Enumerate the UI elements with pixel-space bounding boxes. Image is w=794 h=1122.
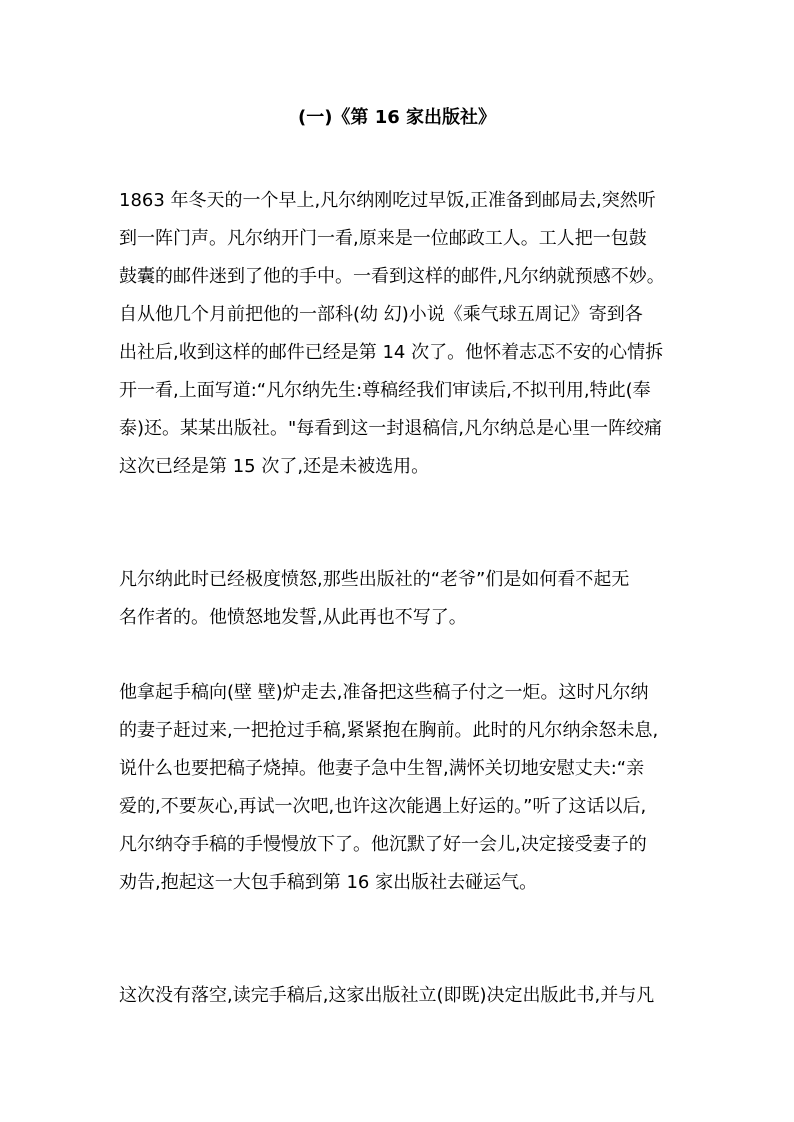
paragraph-line: 出社后,收到这样的邮件已经是第 14 次了。他怀着志忑不安的心情拆 [119, 342, 664, 363]
paragraph-2 [119, 561, 679, 637]
paragraph-line: 1863 年冬天的一个早上,凡尔纳刚吃过早饭,正准备到邮局去,突然听 [119, 190, 656, 211]
paragraph-line: 爱的,不要灰心,再试一次吧,也许这次能遇上好运的。”听了这话以后, [119, 796, 647, 817]
paragraph-4 [119, 977, 679, 1015]
paragraph-1 [119, 182, 679, 486]
paragraph-line: 说什么也要把稿子烧掉。他妻子急中生智,满怀关切地安慰丈夫:“亲 [119, 758, 645, 779]
paragraph-line: 的妻子赶过来,一把抢过手稿,紧紧抱在胸前。此时的凡尔纳余怒未息, [119, 720, 659, 741]
document-title: (一)《第 16 家出版社》 [297, 107, 497, 128]
paragraph-line: 凡尔纳此时已经极度愤怒,那些出版社的“老爷”们是如何看不起无 [119, 569, 630, 590]
paragraph-3 [119, 674, 679, 902]
paragraph-line: 鼓囊的邮件迷到了他的手中。一看到这样的邮件,凡尔纳就预感不妙。 [119, 266, 665, 287]
paragraph-line: 名作者的。他愤怒地发誓,从此再也不写了。 [119, 607, 467, 628]
paragraph-line: 这次没有落空,读完手稿后,这家出版社立(即既)决定出版此书,并与凡 [119, 985, 655, 1006]
paragraph-line: 到一阵门声。凡尔纳开门一看,原来是一位邮政工人。工人把一包鼓 [119, 228, 647, 249]
paragraph-line: 他拿起手稿向(壁 壁)炉走去,准备把这些稿子付之一炬。这时凡尔纳 [119, 682, 649, 703]
paragraph-line: 凡尔纳夺手稿的手慢慢放下了。他沉默了好一会儿,决定接受妻子的 [119, 834, 647, 855]
paragraph-line: 开一看,上面写道:“凡尔纳先生:尊稿经我们审读后,不拟刊用,特此(奉 [119, 380, 651, 401]
paragraph-line: 泰)还。某某出版社。"每看到这一封退稿信,凡尔纳总是心里一阵绞痛 [119, 418, 663, 439]
paragraph-line: 这次已经是第 15 次了,还是未被选用。 [119, 456, 430, 477]
paragraph-line: 自从他几个月前把他的一部科(幼 幻)小说《乘气球五周记》寄到各 [119, 304, 643, 325]
paragraph-line: 劝告,抱起这一大包手稿到第 16 家出版社去碰运气。 [119, 872, 538, 893]
